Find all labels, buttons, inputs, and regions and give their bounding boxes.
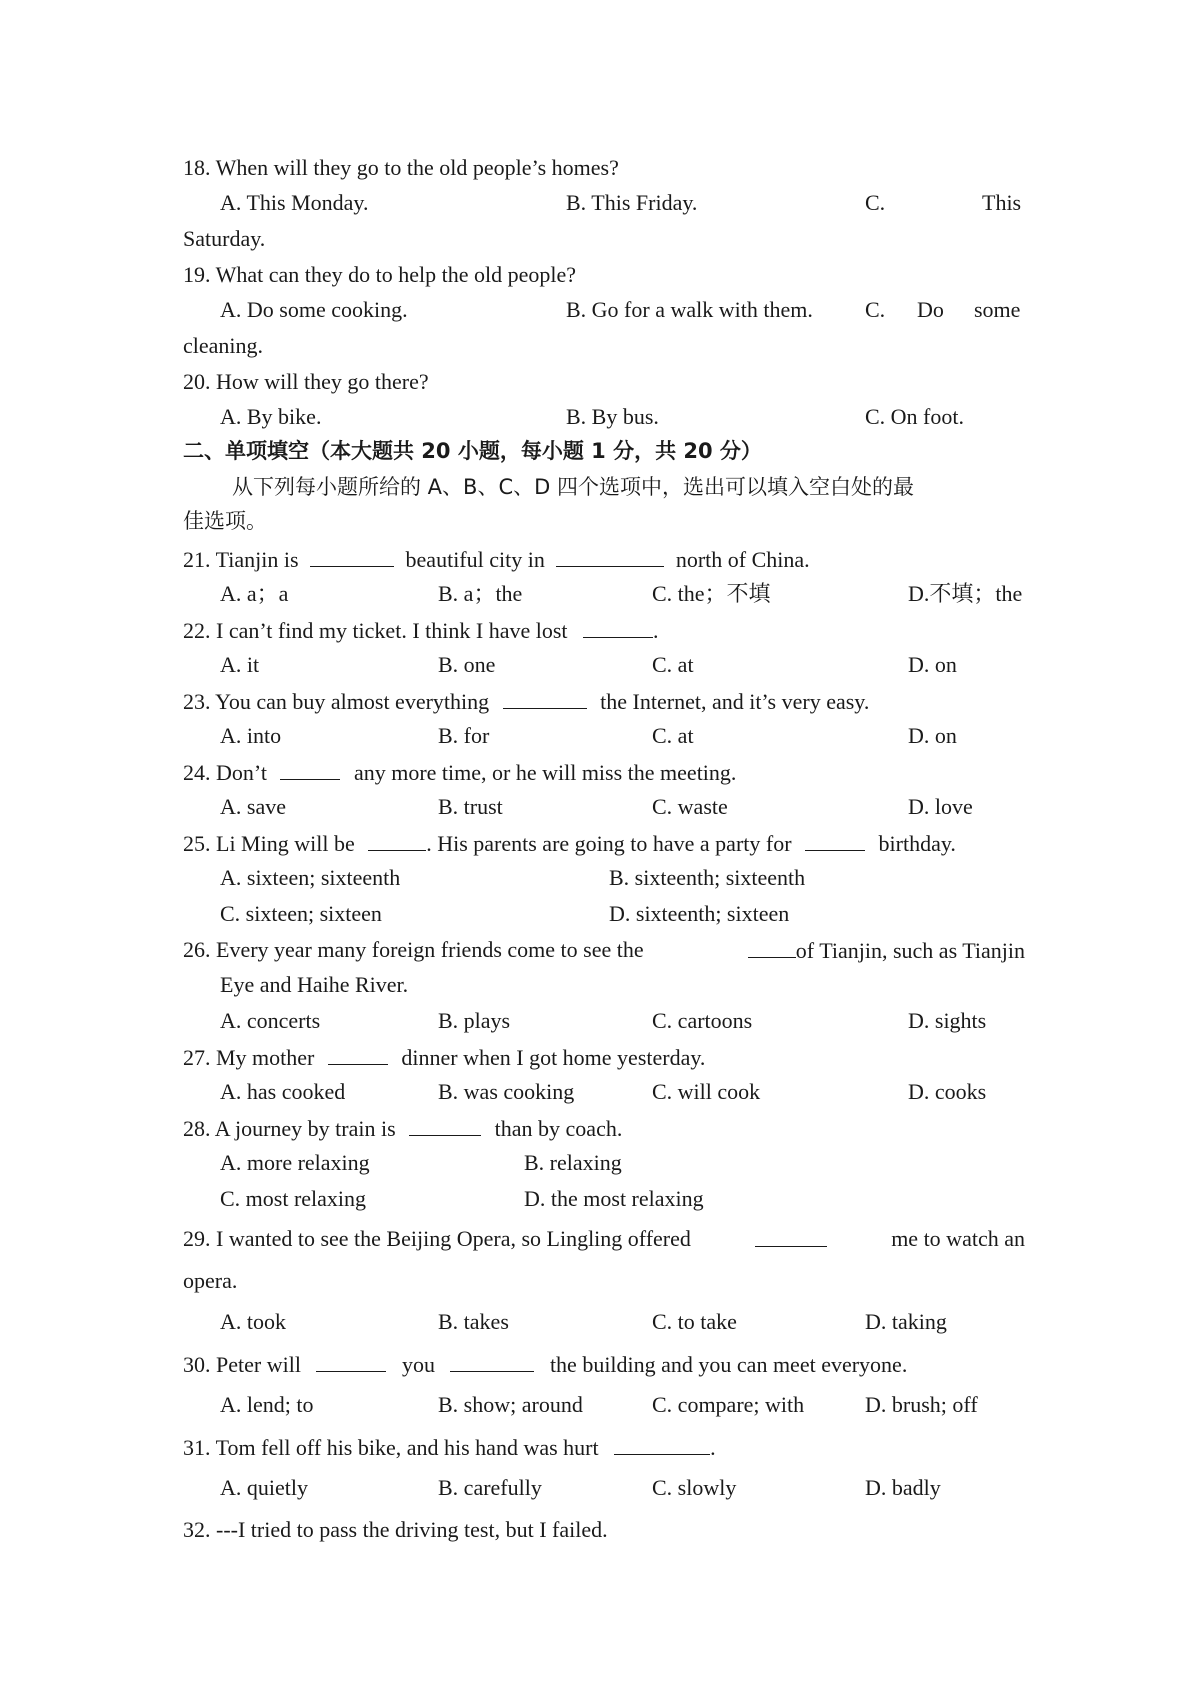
q21-option-b: B. a；the <box>438 581 523 606</box>
q19-option-c-word1: Do <box>917 297 944 322</box>
q18-option-c-text: This <box>982 190 1022 215</box>
q22-part1: 22. I can’t find my ticket. I think I have lost <box>183 618 568 643</box>
q21-blank-2 <box>556 548 664 567</box>
q20-option-c: C. On foot. <box>865 404 964 429</box>
q27-part1: 27. My mother <box>183 1045 315 1070</box>
q27-option-b: B. was cooking <box>438 1079 575 1104</box>
q26-part1: 26. Every year many foreign friends come to see the <box>183 937 644 962</box>
q29-option-d: D. taking <box>865 1309 947 1334</box>
question-30-stem <box>183 1353 907 1376</box>
question-26-stem <box>183 939 1025 962</box>
question-25-stem <box>183 832 956 855</box>
q24-part2: any more time, or he will miss the meeting. <box>353 760 737 785</box>
q28-option-d: D. the most relaxing <box>524 1186 704 1211</box>
q30-option-b: B. show; around <box>438 1392 583 1417</box>
q29-stem-wrap: opera. <box>183 1268 238 1293</box>
question-22-stem <box>183 619 659 642</box>
question-32-stem: 32. ---I tried to pass the driving test, but I failed. <box>183 1517 608 1542</box>
q24-option-a: A. save <box>220 794 286 819</box>
q27-blank <box>328 1046 388 1065</box>
question-27-stem <box>183 1046 705 1069</box>
q21-blank-1 <box>310 548 394 567</box>
q30-blank-2 <box>450 1353 534 1372</box>
q21-part1: 21. Tianjin is <box>183 547 299 572</box>
q31-option-a: A. quietly <box>220 1475 308 1500</box>
q26-option-b: B. plays <box>438 1008 511 1033</box>
q20-option-a: A. By bike. <box>220 404 322 429</box>
q18-option-b: B. This Friday. <box>566 190 698 215</box>
question-23-stem <box>183 690 869 713</box>
q31-part1: 31. Tom fell off his bike, and his hand was hurt <box>183 1435 599 1460</box>
q25-option-a: A. sixteen; sixteenth <box>220 865 401 890</box>
q26-stem-continued: Eye and Haihe River. <box>220 972 409 997</box>
q31-option-d: D. badly <box>865 1475 941 1500</box>
q30-option-d: D. brush; off <box>865 1392 978 1417</box>
q24-option-d: D. love <box>908 794 973 819</box>
q31-part2: . <box>710 1435 716 1460</box>
question-19-stem: 19. What can they do to help the old people? <box>183 262 577 287</box>
q28-blank <box>409 1117 481 1136</box>
q25-part3: birthday. <box>878 831 956 856</box>
q21-option-c: C. the；不填 <box>652 581 771 606</box>
question-20-stem: 20. How will they go there? <box>183 369 429 394</box>
q23-blank <box>503 690 587 709</box>
q23-part2: the Internet, and it’s very easy. <box>600 689 870 714</box>
question-29-stem <box>183 1228 1025 1250</box>
q30-part2: you <box>401 1352 435 1377</box>
question-18-stem: 18. When will they go to the old people’s homes? <box>183 155 619 180</box>
section-2-instruction-line2: 佳选项。 <box>183 509 267 533</box>
q22-option-a: A. it <box>220 652 260 677</box>
q29-part1: 29. I wanted to see the Beijing Opera, so Lingling offered <box>183 1226 691 1251</box>
q19-option-c-wrap: cleaning. <box>183 333 264 358</box>
q25-part1: 25. Li Ming will be <box>183 831 355 856</box>
section-2-heading: 二、单项填空（本大题共 20 小题，每小题 1 分，共 20 分） <box>183 439 762 463</box>
q21-option-d: D.不填；the <box>908 581 1023 606</box>
q19-option-b: B. Go for a walk with them. <box>566 297 813 322</box>
section-2-instruction-line1: 从下列每小题所给的 A、B、C、D 四个选项中，选出可以填入空白处的最 <box>232 475 914 499</box>
question-31-stem <box>183 1436 716 1459</box>
q26-option-a: A. concerts <box>220 1008 321 1033</box>
q27-option-a: A. has cooked <box>220 1079 346 1104</box>
q25-option-d: D. sixteenth; sixteen <box>609 901 790 926</box>
q23-option-d: D. on <box>908 723 957 748</box>
q18-option-c-label: C. <box>865 190 886 215</box>
q22-option-c: C. at <box>652 652 694 677</box>
q22-blank <box>583 619 653 638</box>
q23-option-a: A. into <box>220 723 282 748</box>
q27-option-c: C. will cook <box>652 1079 761 1104</box>
q19-option-a: A. Do some cooking. <box>220 297 408 322</box>
q29-blank <box>755 1228 827 1247</box>
q21-option-a: A. a；a <box>220 581 289 606</box>
q28-option-b: B. relaxing <box>524 1150 622 1175</box>
q19-option-c-label: C. <box>865 297 886 322</box>
q26-option-c: C. cartoons <box>652 1008 753 1033</box>
q24-option-c: C. waste <box>652 794 728 819</box>
q28-part1: 28. A journey by train is <box>183 1116 396 1141</box>
q24-part1: 24. Don’t <box>183 760 267 785</box>
q30-part3: the building and you can meet everyone. <box>549 1352 908 1377</box>
q29-part2: me to watch an <box>891 1226 1025 1251</box>
question-21-stem <box>183 548 810 571</box>
q23-option-b: B. for <box>438 723 490 748</box>
q19-option-c-word2: some <box>974 297 1021 322</box>
q18-option-a: A. This Monday. <box>220 190 369 215</box>
q27-part2: dinner when I got home yesterday. <box>401 1045 706 1070</box>
q21-part3: north of China. <box>675 547 810 572</box>
q22-option-b: B. one <box>438 652 496 677</box>
q30-option-c: C. compare; with <box>652 1392 805 1417</box>
q30-part1: 30. Peter will <box>183 1352 301 1377</box>
question-28-stem <box>183 1117 622 1140</box>
q30-blank-1 <box>316 1353 386 1372</box>
q26-option-d: D. sights <box>908 1008 987 1033</box>
q29-option-c: C. to take <box>652 1309 737 1334</box>
q18-option-c-wrap: Saturday. <box>183 226 266 251</box>
q31-option-c: C. slowly <box>652 1475 737 1500</box>
q25-option-c: C. sixteen; sixteen <box>220 901 382 926</box>
q30-option-a: A. lend; to <box>220 1392 314 1417</box>
q31-option-b: B. carefully <box>438 1475 542 1500</box>
q25-part2: . His parents are going to have a party for <box>426 831 792 856</box>
q26-part2: of Tianjin, such as Tianjin <box>795 938 1025 963</box>
q28-option-a: A. more relaxing <box>220 1150 370 1175</box>
q23-option-c: C. at <box>652 723 694 748</box>
q22-option-d: D. on <box>908 652 957 677</box>
q21-part2: beautiful city in <box>405 547 545 572</box>
q24-blank <box>280 761 340 780</box>
q24-option-b: B. trust <box>438 794 503 819</box>
q26-part2-wrap <box>748 939 1025 962</box>
q26-blank <box>748 939 796 958</box>
q29-option-b: B. takes <box>438 1309 509 1334</box>
q25-option-b: B. sixteenth; sixteenth <box>609 865 806 890</box>
q28-option-c: C. most relaxing <box>220 1186 367 1211</box>
q25-blank-1 <box>368 832 426 851</box>
q20-option-b: B. By bus. <box>566 404 659 429</box>
q22-part2: . <box>653 618 659 643</box>
q29-option-a: A. took <box>220 1309 286 1334</box>
question-24-stem <box>183 761 736 784</box>
q23-part1: 23. You can buy almost everything <box>183 689 490 714</box>
q28-part2: than by coach. <box>494 1116 623 1141</box>
q25-blank-2 <box>805 832 865 851</box>
q27-option-d: D. cooks <box>908 1079 987 1104</box>
q31-blank <box>614 1436 710 1455</box>
